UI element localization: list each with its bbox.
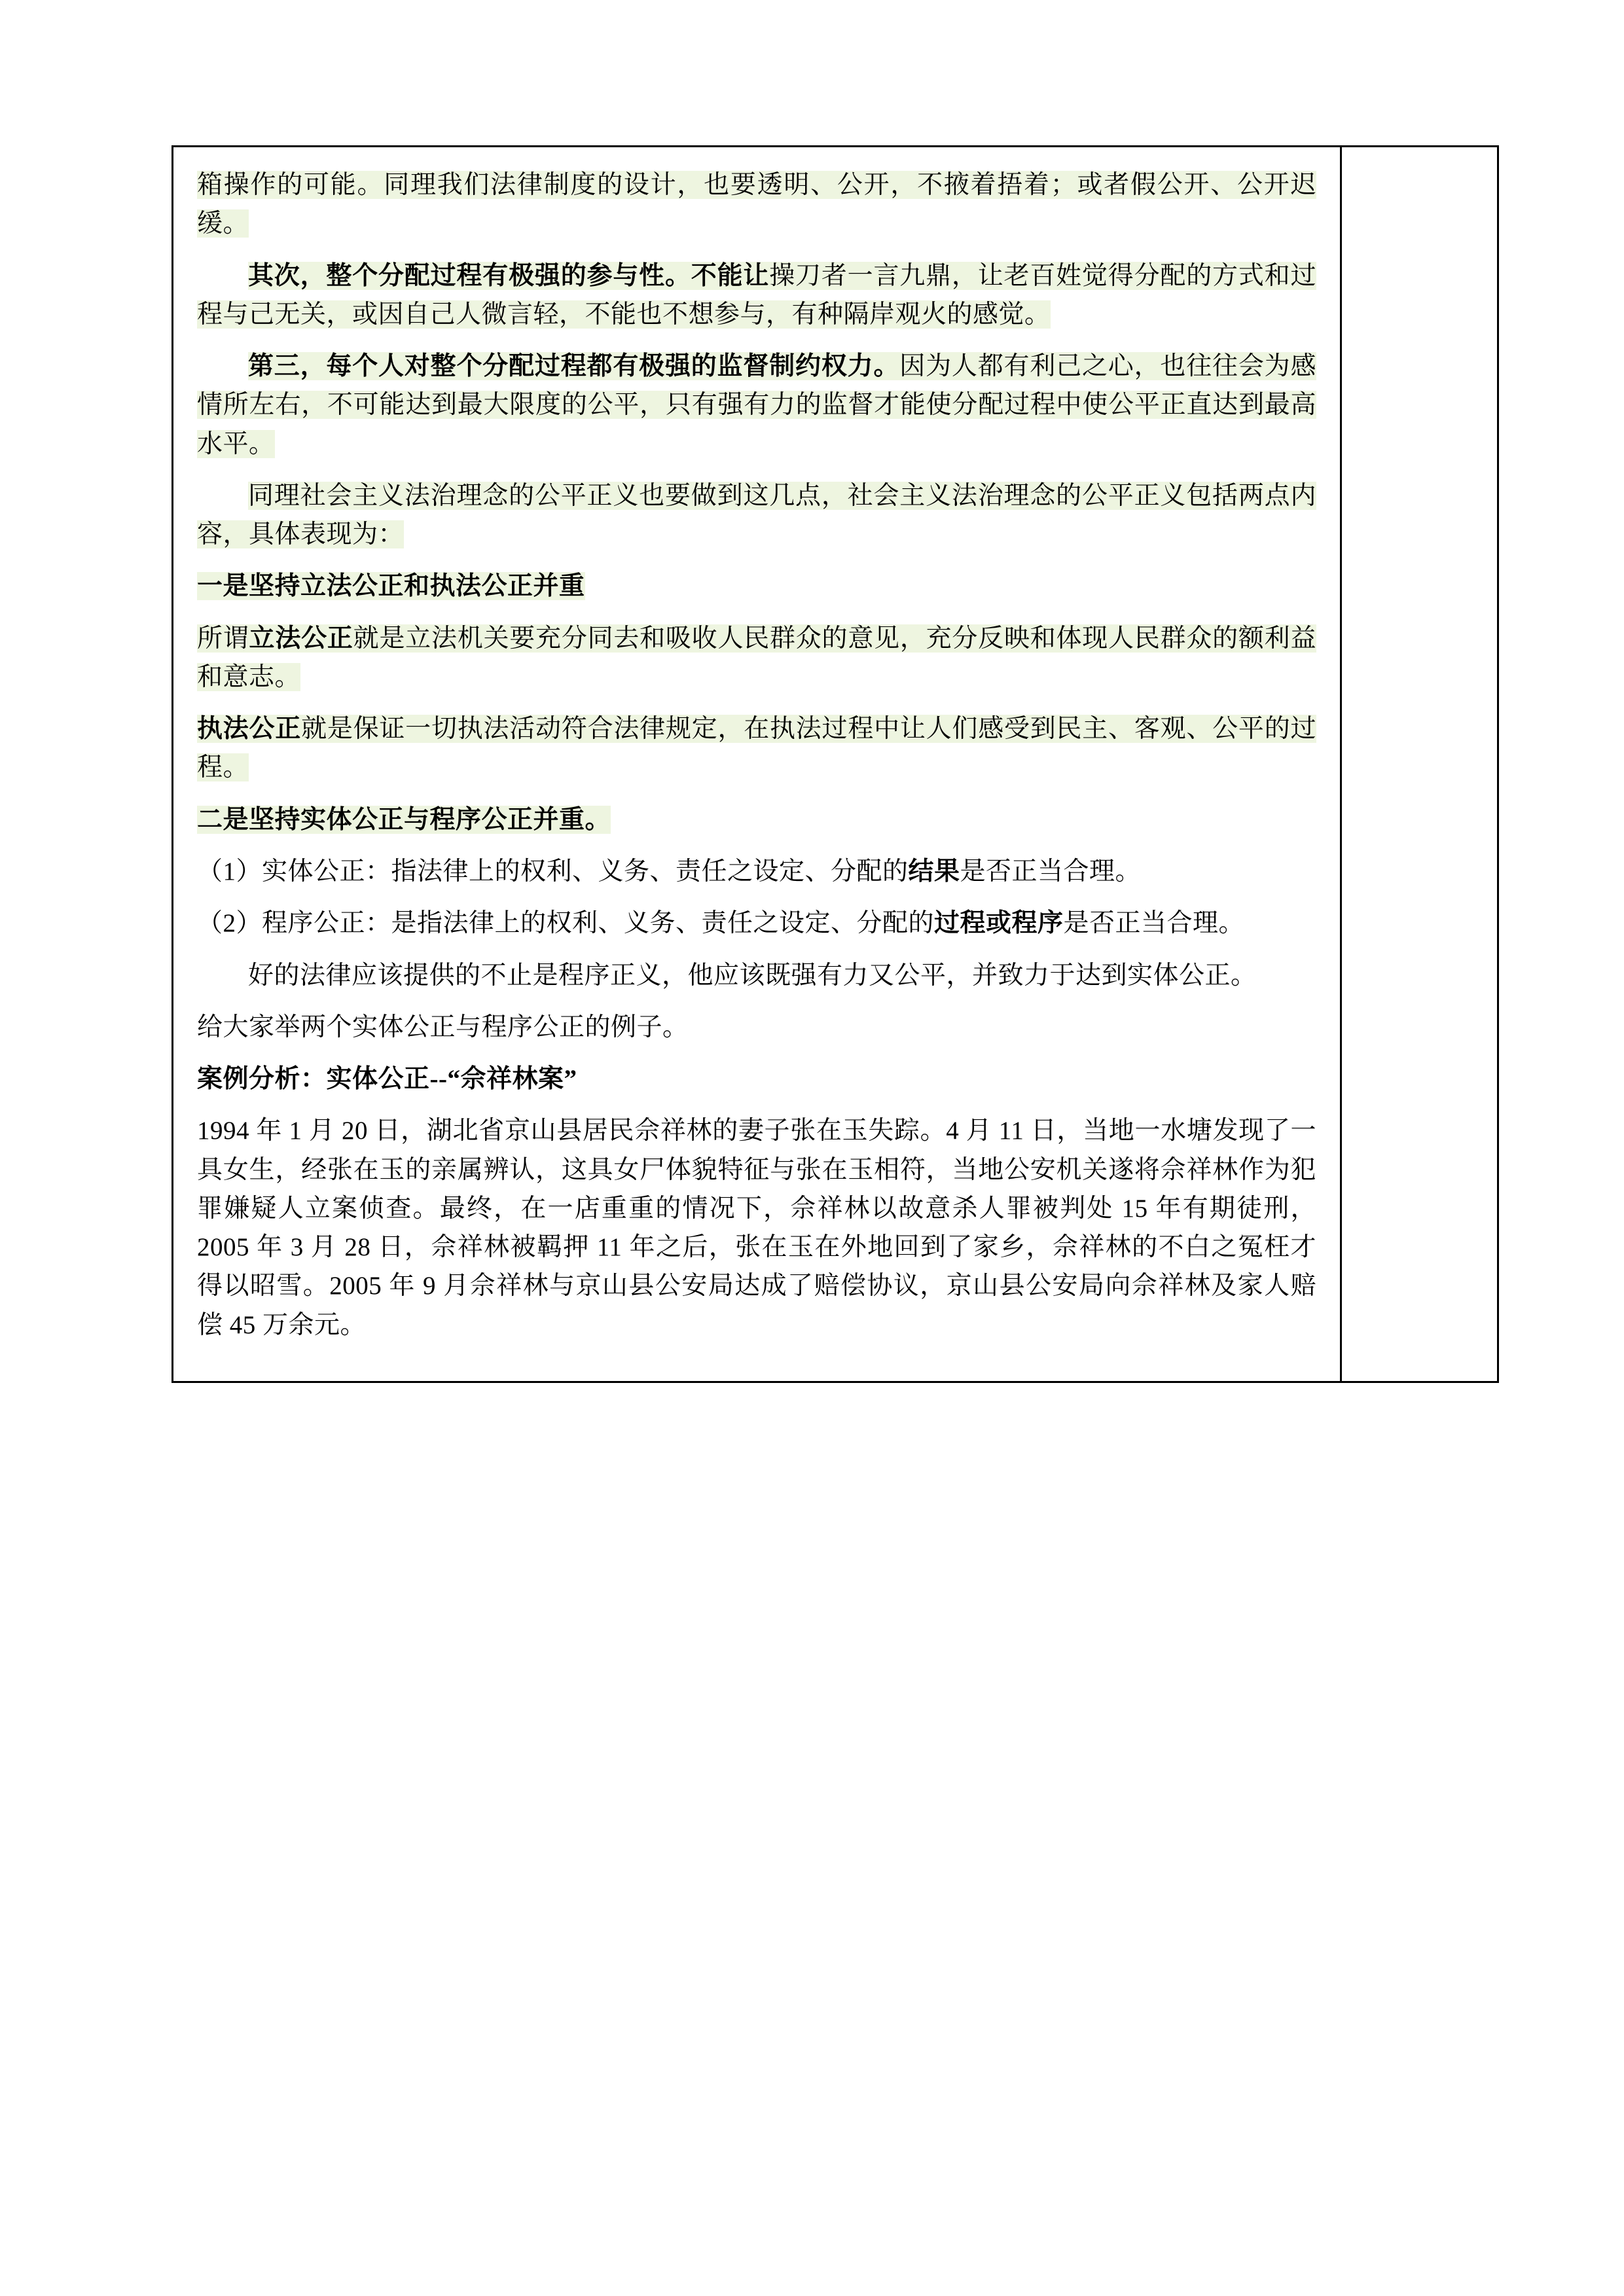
paragraph: [197, 166, 1316, 243]
paragraph-spacer: [197, 1102, 1316, 1111]
paragraph: [197, 347, 1316, 463]
paragraph-spacer: [197, 947, 1316, 956]
paragraph: [197, 904, 1316, 942]
paragraph-spacer: [197, 610, 1316, 619]
text-run: 就是保证一切执法活动符合法律规定，在执法过程中让人们感受到民主、客观、公平的过程。: [197, 715, 1316, 782]
text-run-bold: 一是坚持立法公正和执法公正并重: [197, 572, 585, 601]
paragraph-spacer: [197, 247, 1316, 257]
text-run: 好的法律应该提供的不止是程序正义，他应该既强有力又公平，并致力于达到实体公正。: [248, 961, 1257, 990]
paragraph: [197, 1008, 1316, 1047]
text-run: 给大家举两个实体公正与程序公正的例子。: [197, 1013, 689, 1041]
table-cell-main: [173, 147, 1342, 1381]
paragraph-spacer: [197, 558, 1316, 567]
paragraph-spacer: [197, 700, 1316, 709]
paragraph: [197, 257, 1316, 334]
text-run: 是否正当合理。: [960, 857, 1142, 886]
text-run: 操刀者一言九鼎，让老百姓觉得分配的方式和过程与己无关，或因自己人微言轻，不能也不想参与，有种隔岸观火的感觉。: [197, 261, 1316, 329]
paragraph: [197, 956, 1316, 995]
paragraph-spacer: [197, 1348, 1316, 1357]
paragraph-spacer: [197, 1050, 1316, 1060]
text-run-bold: 第三，每个人对整个分配过程都有极强的监督制约权力。: [248, 352, 900, 381]
paragraph: [197, 1060, 1316, 1098]
paragraph: [197, 709, 1316, 787]
text-run-bold: 立法公正: [249, 624, 353, 653]
text-run-bold: 过程或程序: [934, 909, 1064, 938]
text-run-bold: 案例分析：实体公正--“佘祥林案”: [197, 1065, 577, 1094]
paragraph: [197, 1111, 1316, 1344]
paragraph-spacer: [197, 338, 1316, 347]
paragraph: [197, 567, 1316, 605]
text-run: （2）程序公正：是指法律上的权利、义务、责任之设定、分配的: [197, 909, 935, 938]
text-run: 因为人都有利己之心，也往往会为感情所左右，不可能达到最大限度的公平，只有强有力的监督才能使分配过程中使公平正直达到最高水平。: [197, 352, 1316, 458]
text-run-bold: 结果: [908, 857, 960, 886]
text-run: 箱操作的可能。同理我们法律制度的设计，也要透明、公开，不掖着捂着；或者假公开、公开迟缓。: [197, 171, 1316, 238]
text-run: 同理社会主义法治理念的公平正义也要做到这几点，社会主义法治理念的公平正义包括两点内容，具体表现为：: [197, 481, 1316, 549]
paragraph-spacer: [197, 895, 1316, 904]
text-run-bold: 执法公正: [197, 715, 302, 744]
paragraph-spacer: [197, 467, 1316, 476]
content-table: [171, 145, 1499, 1383]
paragraph: [197, 476, 1316, 554]
text-run: 1994 年 1 月 20 日，湖北省京山县居民佘祥林的妻子张在玉失踪。4 月 11 日，当地一水塘发现了一具女生，经张在玉的亲属辨认，这具女尸体貌特征与张在玉相符，当地公安机关遂将佘祥林作为犯罪嫌疑人立案侦查。最终，在一店重重的情况下，佘祥林以故意杀人罪被判处 15 年有期徒刑，2005 年 3 月 28 日，佘祥林被羁押 11 年之后，张在玉在外地回到了家乡，佘祥林的不白之冤枉才得以昭雪。2005 年 9 月佘祥林与京山县公安局达成了赔偿协议，京山县公安局向佘祥林及家人赔偿 45 万余元。: [197, 1117, 1316, 1339]
paragraph: [197, 619, 1316, 697]
paragraph-list: [197, 166, 1316, 1357]
text-run: 所谓: [197, 624, 249, 653]
text-run: 是否正当合理。: [1063, 909, 1245, 938]
paragraph-spacer: [197, 999, 1316, 1008]
paragraph: [197, 852, 1316, 891]
text-run: 就是立法机关要充分同去和吸收人民群众的意见，充分反映和体现人民群众的额利益和意志。: [197, 624, 1316, 691]
text-run-bold: 二是坚持实体公正与程序公正并重。: [197, 805, 611, 834]
table-cell-side: [1342, 147, 1497, 1381]
text-run-bold: 其次，整个分配过程有极强的参与性。不能让: [248, 261, 770, 290]
text-run: （1）实体公正：指法律上的权利、义务、责任之设定、分配的: [197, 857, 909, 886]
paragraph-spacer: [197, 791, 1316, 800]
paragraph-spacer: [197, 843, 1316, 852]
paragraph: [197, 800, 1316, 839]
